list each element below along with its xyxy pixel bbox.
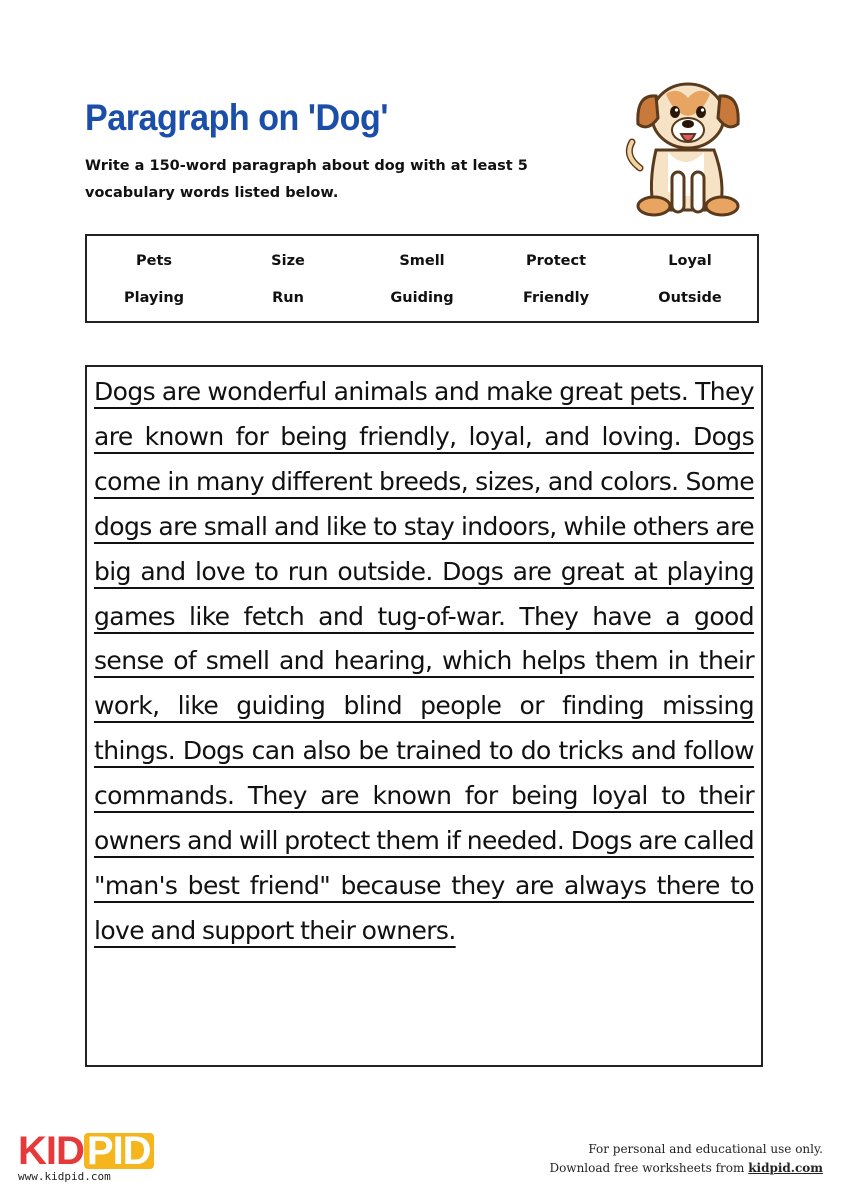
vocab-word: Friendly — [522, 290, 590, 306]
footer-download-text: Download free worksheets from — [549, 1161, 749, 1175]
instructions: Write a 150-word paragraph about dog with at least 5 vocabulary words listed below. — [85, 158, 528, 201]
vocabulary-box — [85, 234, 759, 323]
paragraph-text: Dogs are wonderful animals and make great pets. They are known for being friendly, loyal, and loving. Dogs come in many different breeds, sizes, and colors. Some dogs are small and like to stay indoors, while others are big and love to run outside. Dogs are great at playing games like fetch and tug-of-war. They have a good sense of smell and hearing, which helps them in their work, like guiding blind people or finding missing things. Dogs can also be trained to do tricks and follow commands. They are known for being loyal to their owners and will protect them if needed. Dogs are called "man's best friend" because they are always there to love and support their owners. — [94, 377, 754, 945]
vocab-word: Size — [271, 253, 305, 269]
logo-wordmark: KIDPID — [18, 1133, 154, 1169]
vocab-word: Loyal — [668, 253, 712, 269]
logo-website: www.kidpid.com — [18, 1170, 111, 1183]
vocab-word: Pets — [135, 253, 173, 269]
vocab-word: Guiding — [390, 290, 454, 306]
vocab-word: Smell — [399, 253, 445, 269]
footer-note — [549, 1140, 823, 1178]
paragraph-text-block — [94, 370, 754, 954]
page-title: Paragraph on 'Dog' — [85, 97, 388, 138]
footer-usage-text: For personal and educational use only. — [588, 1142, 823, 1156]
dog-illustration-icon — [618, 72, 758, 222]
kidpid-logo — [18, 1129, 154, 1183]
footer-link[interactable]: kidpid.com — [748, 1161, 823, 1175]
vocab-word: Protect — [525, 253, 587, 269]
vocab-word: Outside — [658, 290, 722, 306]
vocab-word: Run — [272, 290, 304, 306]
vocab-word: Playing — [123, 290, 185, 306]
footer-download-line — [549, 1159, 823, 1178]
